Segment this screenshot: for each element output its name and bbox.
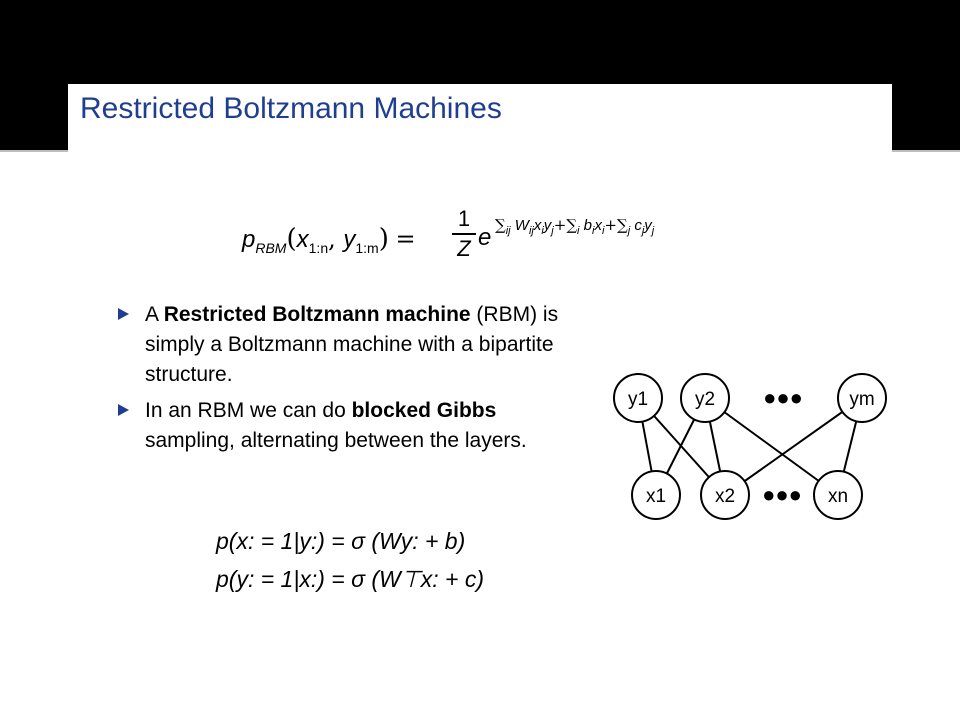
bullet-item-rbm-definition: A Restricted Boltzmann machine (RBM) is simply a Boltzmann machine with a bipartite structure. <box>118 300 588 390</box>
svg-text:x2: x2 <box>714 486 736 507</box>
svg-text:y1: y1 <box>627 389 649 410</box>
title-box <box>68 84 892 156</box>
node-ym <box>838 374 886 422</box>
band-divider-right <box>892 150 960 152</box>
bullet-triangle-icon <box>118 404 129 416</box>
svg-text:x1: x1 <box>645 486 667 507</box>
node-x1 <box>632 471 680 519</box>
exponential-e: e <box>478 224 492 251</box>
rbm-bipartite-graph <box>600 372 900 522</box>
band-divider-left <box>0 150 68 152</box>
equation-p-x-given-y: p(x: = 1|y:) = σ (Wy: + b) <box>216 528 466 554</box>
node-x2 <box>701 471 749 519</box>
svg-text:xn: xn <box>827 486 849 507</box>
node-y2 <box>681 374 729 422</box>
svg-text:y2: y2 <box>694 389 716 410</box>
equation-p-y-given-x: p(y: = 1|x:) = σ (W⊤x: + c) <box>216 566 485 592</box>
exponent-expression: $\sum_{ij}$ $W_{ij}x_iy_j+\sum_i$ $b_ix_i+\sum_j$ $c_jy_j$ <box>495 216 655 237</box>
top-ellipsis: ●●● <box>763 385 803 410</box>
fraction-one-over-z: 1 Z <box>452 206 476 262</box>
node-y1 <box>614 374 662 422</box>
svg-text:ym: ym <box>849 389 875 410</box>
slide-title: Restricted Boltzmann Machines <box>80 92 502 125</box>
formula-lhs: $p_{RBM}(x_{1:n}$, $y_{1:m}$) = <box>242 224 416 256</box>
bullet-item-blocked-gibbs: In an RBM we can do blocked Gibbs sampling, alternating between the layers. <box>118 396 588 456</box>
node-xn <box>814 471 862 519</box>
rbm-probability-formula <box>242 206 742 270</box>
bullet-list <box>118 300 588 462</box>
bullet-triangle-icon <box>118 308 129 320</box>
bottom-ellipsis: ●●● <box>762 482 802 507</box>
